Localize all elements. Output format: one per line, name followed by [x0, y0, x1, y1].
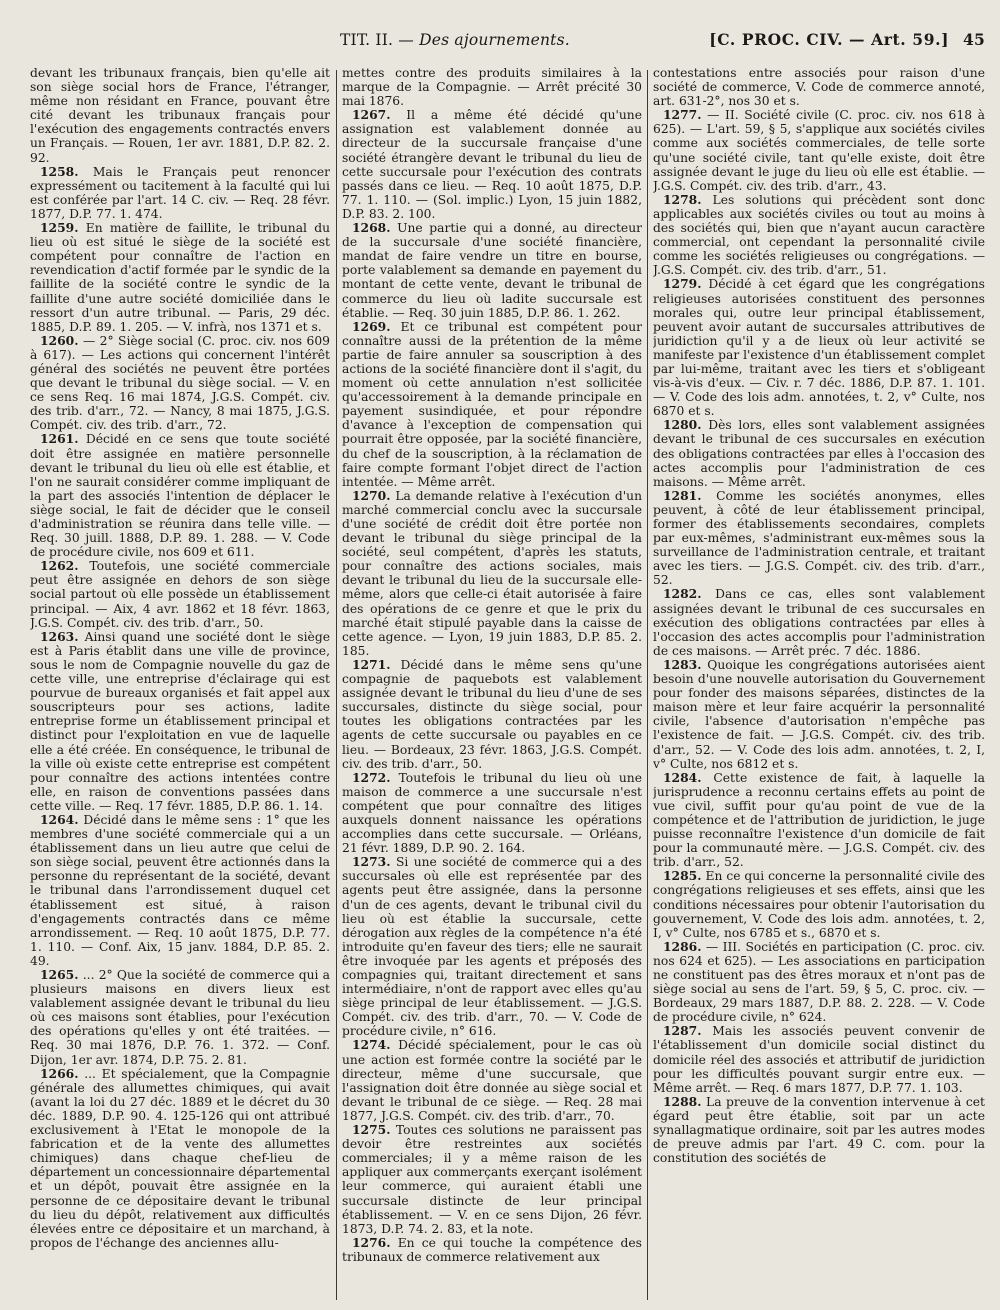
- paragraph-text: Les solutions qui précèdent sont donc applicables aux sociétés civiles ou tout au moins à des sociétés qui, bien que n'ayant aucun caractère commercial, ont cependant la personnalité civile comme les sociétés religieuses ou congrégations. — J.G.S. Compét. civ. des trib. d'arr., 51.: [653, 192, 985, 278]
- paragraph-number: 1284.: [663, 769, 702, 785]
- paragraph-text: Si une société de commerce qui a des succursales où elle est représentée par des agents peut être assignée, dans la personne d'un de ces agents, devant le tribunal civil du lieu où est établie la succursale, cette dérogation aux règles de la compétence n'a été introduite qu'en faveur des tiers; elle ne saurait être invoquée par les agents et préposés des compagnies qui, traitant directement et sans intermédiaire, n'ont de rapport avec elles qu'au siège principal de leur établissement. — J.G.S. Compét. civ. des trib. d'arr., 70. — V. Code de procédure civile, n° 616.: [342, 855, 642, 1039]
- paragraph-text: En ce qui touche la compétence des tribunaux de commerce relativement aux: [342, 1235, 642, 1264]
- paragraph-number: 1280.: [663, 417, 702, 433]
- paragraph-text: Décidé à cet égard que les congrégations religieuses autorisées constituent des personnes morales qui, outre leur principal établissement, peuvent avoir autant de succursales attributives de juridiction qu'il y a de lieux où leur activité se manifeste par l'existence d'un établissement complet par lui-même, traitant avec les tiers et s'obligeant vis-à-vis d'eux. — Civ. r. 7 déc. 1886, D.P. 87. 1. 101. — V. Code des lois adm. annotées, t. 2, v° Culte, nos 6870 et s.: [653, 277, 985, 419]
- paragraph-text: Une partie qui a donné, au directeur de la succursale d'une société financière, mandat de faire vendre un titre en bourse, porte valablement sa demande en payement du montant de cette vente, devant le tribunal de commerce du lieu où ladite succursale est établie. — Req. 30 juin 1885, D.P. 86. 1. 262.: [342, 221, 642, 320]
- paragraph: [653, 658, 985, 771]
- paragraph: [30, 559, 330, 629]
- paragraph: [653, 771, 985, 870]
- paragraph-number: 1287.: [663, 1023, 702, 1039]
- paragraph-text: Décidé spécialement, pour le cas où une action est formée contre la société par le directeur, même d'une succursale, que l'assignation doit être donnée au siège social et devant le tribunal de ce siège. — Req. 28 mai 1877, J.G.S. Compét. civ. des trib. d'arr., 70.: [342, 1038, 642, 1123]
- paragraph-number: 1283.: [663, 656, 702, 672]
- paragraph-number: 1276.: [352, 1234, 391, 1250]
- paragraph: [30, 165, 330, 221]
- header-section: [340, 31, 709, 49]
- paragraph-number: 1269.: [352, 318, 391, 334]
- paragraph-text: En matière de faillite, le tribunal du lieu où est situé le siège de la société est compétent pour connaître de l'action en revendication d'actif formée par le syndic de la faillite de la société contre le syndic de la faillite d'une autre société domiciliée dans le ressort d'un autre tribunal. — Paris, 29 déc. 1885, D.P. 89. 1. 205. — V. infrà, nos 1371 et s.: [30, 221, 330, 334]
- paragraph-text: mettes contre des produits similaires à la marque de la Compagnie. — Arrêt précité 30 mai 1876.: [342, 66, 642, 109]
- paragraph: [653, 587, 985, 657]
- paragraph: [342, 771, 642, 856]
- paragraph-text: — II. Société civile (C. proc. civ. nos 618 à 625). — L'art. 59, § 5, s'applique aux sociétés civiles comme aux sociétés commerciales, de telle sorte qu'une société civile, tant qu'elle existe, doit être assignée devant le juge du lieu où elle est établie. — J.G.S. Compét. civ. des trib. d'arr., 43.: [653, 108, 985, 193]
- paragraph-text: Toutes ces solutions ne paraissent pas devoir être restreintes aux sociétés commerciales; il y a même raison de les appliquer aux commerçants exerçant isolément leur commerce, qui auraient établi une succursale distincte de leur principal établissement. — V. en ce sens Dijon, 26 févr. 1873, D.P. 74. 2. 83, et la note.: [342, 1123, 642, 1236]
- paragraph: [653, 1024, 985, 1094]
- paragraph-number: 1288.: [663, 1093, 702, 1109]
- paragraph: [653, 869, 985, 939]
- paragraph: [342, 320, 642, 489]
- paragraph-number: 1267.: [352, 107, 391, 123]
- paragraph: [342, 221, 642, 320]
- paragraph-number: 1264.: [40, 811, 79, 827]
- paragraph-text: ... Et spécialement, que la Compagnie générale des allumettes chimiques, qui avait (avant la loi du 27 déc. 1889 et le décret du 30 déc. 1889, D.P. 90. 4. 125-126 qui ont attribué exclusivement à l'Etat le monopole de la fabrication et de la vente des allumettes chimiques) dans chaque chef-lieu de département un concessionnaire départemental et un dépôt, pouvait être assignée en la personne de ce dépositaire devant le tribunal du lieu du dépôt, relativement aux difficultés élevées entre ce dépositaire et un marchand, à propos de l'échange des anciennes allu-: [30, 1066, 330, 1250]
- paragraph: [342, 1038, 642, 1123]
- paragraph-text: ... 2° Que la société de commerce qui a plusieurs maisons en divers lieux est valablement assignée devant le tribunal du lieu où ces maisons sont établies, pour l'exécution des opérations qu'elles y ont été traitées. — Req. 30 mai 1876, D.P. 76. 1. 372. — Conf. Dijon, 1er avr. 1874, D.P. 75. 2. 81.: [30, 968, 330, 1067]
- paragraph: [653, 277, 985, 418]
- paragraph: [342, 108, 642, 221]
- paragraph: [653, 418, 985, 488]
- paragraph-number: 1273.: [352, 854, 391, 870]
- paragraph-number: 1261.: [40, 431, 79, 447]
- paragraph-text: — 2° Siège social (C. proc. civ. nos 609 à 617). — Les actions qui concernent l'intérêt général des sociétés ne peuvent être portées que devant le tribunal du siège social. — V. en ce sens Req. 16 mai 1874, J.G.S. Compét. civ. des trib. d'arr., 72. — Nancy, 8 mai 1875, J.G.S. Compét. civ. des trib. d'arr., 72.: [30, 333, 330, 433]
- paragraph-number: 1265.: [40, 967, 79, 982]
- paragraph-number: 1270.: [352, 487, 391, 503]
- paragraph-text: Quoique les congrégations autorisées aient besoin d'une nouvelle autorisation du Gouvernement pour fonder des maisons séparées, distinctes de la maison mère et leur faire acquérir la personnalité civile, l'absence d'autorisation n'empêche pas l'existence de fait. — J.G.S. Compét. civ. des trib. d'arr., 52. — V. Code des lois adm. annotées, t. 2, I, v° Culte, nos 6812 et s.: [653, 657, 985, 771]
- header-title-prefix: TIT. II. —: [340, 31, 420, 49]
- paragraph-number: 1285.: [663, 868, 702, 884]
- paragraph-number: 1263.: [40, 628, 79, 644]
- column-1: [30, 66, 330, 1302]
- paragraph: [30, 1067, 330, 1250]
- column-2: [342, 66, 642, 1302]
- paragraph-number: 1274.: [352, 1037, 391, 1053]
- paragraph: [30, 66, 330, 165]
- paragraph-number: 1268.: [352, 220, 391, 236]
- text-columns: [30, 66, 985, 1302]
- paragraph: [342, 1236, 642, 1264]
- paragraph-number: 1281.: [663, 487, 702, 503]
- paragraph: [653, 1095, 985, 1165]
- paragraph: [342, 658, 642, 771]
- header-article-ref: [C. PROC. CIV. — Art. 59.]: [709, 30, 950, 49]
- paragraph: [653, 108, 985, 193]
- paragraph-number: 1260.: [40, 332, 79, 348]
- paragraph-text: La preuve de la convention intervenue à cet égard peut être établie, soit par un acte synallagmatique ordinaire, soit par les autres modes de preuve admis par l'art. 49 C. com. pour la constitution des sociétés de: [653, 1094, 985, 1166]
- paragraph-number: 1259.: [40, 220, 79, 236]
- paragraph-text: — III. Sociétés en participation (C. proc. civ. nos 624 et 625). — Les associations en participation ne constituent pas des êtres moraux et n'ont pas de siège social au sens de l'art. 59, § 5, C. proc. civ. — Bordeaux, 29 mars 1887, D.P. 88. 2. 228. — V. Code de procédure civile, n° 624.: [653, 939, 985, 1025]
- paragraph-number: 1272.: [352, 769, 391, 785]
- paragraph: [30, 968, 330, 1067]
- paragraph-number: 1271.: [352, 656, 391, 672]
- paragraph: [342, 489, 642, 658]
- paragraph-text: Toutefois, une société commerciale peut être assignée en dehors de son siège social partout où elle possède un établissement principal. — Aix, 4 avr. 1862 et 18 févr. 1863, J.G.S. Compét. civ. des trib. d'arr., 50.: [30, 559, 330, 630]
- paragraph-text: Comme les sociétés anonymes, elles peuvent, à côté de leur établissement principal, former des établissements secondaires, complets par eux-mêmes, s'administrant eux-mêmes sous la surveillance de l'administration centrale, et traitant avec les tiers. — J.G.S. Compét. civ. des trib. d'arr., 52.: [653, 488, 985, 588]
- paragraph: [342, 855, 642, 1038]
- paragraph-number: 1266.: [40, 1065, 79, 1081]
- paragraph-number: 1275.: [352, 1122, 391, 1138]
- paragraph: [30, 334, 330, 433]
- paragraph-text: devant les tribunaux français, bien qu'elle ait son siège social hors de France, l'étranger, même non résidant en France, pouvant être cité devant les tribunaux français pour l'exécution des engagements contractés envers un Français. — Rouen, 1er avr. 1881, D.P. 82. 2. 92.: [30, 66, 330, 165]
- paragraph-text: Décidé en ce sens que toute société doit être assignée en matière personnelle devant le tribunal du lieu où elle est établie, et l'on ne saurait considérer comme impliquant de la part des associés l'intention de déplacer le siège social, le fait de décider que le conseil d'administration se réunira dans telle ville. — Req. 30 juill. 1888, D.P. 89. 1. 288. — V. Code de procédure civile, nos 609 et 611.: [30, 432, 330, 560]
- paragraph-text: Mais les associés peuvent convenir de l'établissement d'un domicile social distinct du domicile réel des associés et attributif de juridiction pour les difficultés pouvant surgir entre eux. — Même arrêt. — Req. 6 mars 1877, D.P. 77. 1. 103.: [653, 1024, 985, 1095]
- paragraph: [653, 940, 985, 1025]
- paragraph-number: 1258.: [40, 163, 79, 179]
- paragraph-number: 1282.: [663, 586, 702, 602]
- paragraph-text: Décidé dans le même sens qu'une compagnie de paquebots est valablement assignée devant le tribunal du lieu d'une de ses succursales, distincte du siège social, pour toutes les obligations contractées par les agents de cette succursale ou payables en ce lieu. — Bordeaux, 23 févr. 1863, J.G.S. Compét. civ. des trib. d'arr., 50.: [342, 657, 642, 771]
- paragraph: [653, 193, 985, 278]
- paragraph-number: 1277.: [663, 107, 702, 123]
- paragraph-text: Mais le Français peut renoncer expressément ou tacitement à la faculté qui lui est conférée par l'art. 14 C. civ. — Req. 28 févr. 1877, D.P. 77. 1. 474.: [30, 164, 330, 221]
- paragraph-text: Cette existence de fait, à laquelle la jurisprudence a reconnu certains effets au point de vue civil, suffit pour qu'au point de vue de la compétence et de l'attribution de juridiction, le juge puisse reconnaître l'existence d'un domicile de fait pour la communauté mère. — J.G.S. Compét. civ. des trib. d'arr., 52.: [653, 770, 985, 870]
- paragraph-text: Toutefois le tribunal du lieu où une maison de commerce a une succursale n'est compétent que pour connaître des litiges auxquels donnent naissance les opérations accomplies dans cette succursale. — Orléans, 21 févr. 1889, D.P. 90. 2. 164.: [342, 770, 642, 856]
- paragraph-number: 1262.: [40, 558, 79, 574]
- paragraph-text: Décidé dans le même sens : 1° que les membres d'une société commerciale qui a un établissement dans un lieu autre que celui de son siège social, peuvent être actionnés dans la personne du représentant de la société, devant le tribunal dans l'arrondissement duquel cet établissement est situé, à raison d'engagements contractés dans ce même arrondissement. — Req. 10 août 1875, D.P. 77. 1. 110. — Conf. Aix, 15 janv. 1884, D.P. 85. 2. 49.: [30, 812, 330, 968]
- column-3: [653, 66, 985, 1302]
- paragraph: [342, 66, 642, 108]
- paragraph-number: 1286.: [663, 938, 702, 954]
- paragraph-text: En ce qui concerne la personnalité civile des congrégations religieuses et ses effets, ainsi que les conditions nécessaires pour obtenir l'autorisation du gouvernement, V. Code des lois adm. annotées, t. 2, I, v° Culte, nos 6785 et s., 6870 et s.: [653, 869, 985, 940]
- paragraph-number: 1279.: [663, 276, 702, 292]
- paragraph-text: contestations entre associés pour raison d'une société de commerce, V. Code de commerce annoté, art. 631-2°, nos 30 et s.: [653, 66, 985, 109]
- paragraph-text: Dès lors, elles sont valablement assignées devant le tribunal de ces succursales en exécution des obligations contractées par elles à l'occasion des actes accomplis pour l'administration de ces maisons. — Même arrêt.: [653, 418, 985, 489]
- paragraph-text: Ainsi quand une société dont le siège est à Paris établit dans une ville de province, sous le nom de Compagnie nouvelle du gaz de cette ville, une entreprise d'éclairage qui est pourvue de bureaux organisés et fait appel aux souscripteurs pour ses actions, ladite entreprise forme un établissement principal et distinct pour l'exploitation en vue de laquelle elle a été créée. En conséquence, le tribunal de la ville où existe cette entreprise est compétent pour connaître des actions intentées contre elle, en raison de conventions passées dans cette ville. — Req. 17 févr. 1885, D.P. 86. 1. 14.: [30, 629, 330, 813]
- paragraph: [30, 630, 330, 813]
- paragraph: [342, 1123, 642, 1236]
- paragraph: [653, 489, 985, 588]
- paragraph-text: La demande relative à l'exécution d'un marché commercial conclu avec la succursale d'une société de crédit doit être portée non devant le tribunal du siège principal de la société, seul compétent, d'après les statuts, pour connaître des actions sociales, mais devant le tribunal du lieu de la succursale elle-même, alors que celle-ci était autorisée à faire des opérations de ce genre et que le prix du marché était stipulé payable dans la caisse de cette agence. — Lyon, 19 juin 1883, D.P. 85. 2. 185.: [342, 488, 642, 658]
- paragraph: [30, 221, 330, 334]
- paragraph-number: 1278.: [663, 191, 702, 207]
- paragraph: [30, 813, 330, 968]
- running-header: [340, 30, 985, 62]
- paragraph-text: Et ce tribunal est compétent pour connaître aussi de la prétention de la même partie de faire annuler sa souscription à des actions de la société financière dont il s'agit, du moment où cette annulation n'est sollicitée qu'accessoirement à la demande principale en payement susindiquée, et pour répondre d'avance à l'exception de compensation qui pourrait être opposée, par la société financière, du chef de la souscription, à la réclamation de faire compte formant l'objet direct de l'action intentée. — Même arrêt.: [342, 319, 642, 489]
- header-title: Des ajournements.: [419, 31, 570, 49]
- paragraph: [30, 432, 330, 559]
- paragraph: [653, 66, 985, 108]
- page-number: 45: [963, 30, 985, 49]
- paragraph-text: Il a même été décidé qu'une assignation est valablement donnée au directeur de la succursale française d'une société étrangère devant le tribunal du lieu de cette succursale pour l'exécution des contrats passés dans ce lieu. — Req. 10 août 1875, D.P. 77. 1. 110. — (Sol. implic.) Lyon, 15 juin 1882, D.P. 83. 2. 100.: [342, 108, 642, 221]
- paragraph-text: Dans ce cas, elles sont valablement assignées devant le tribunal de ces succursales en exécution des obligations contractées par elles à l'occasion des actes accomplis pour l'administration de ces maisons. — Arrêt préc. 7 déc. 1886.: [653, 587, 985, 658]
